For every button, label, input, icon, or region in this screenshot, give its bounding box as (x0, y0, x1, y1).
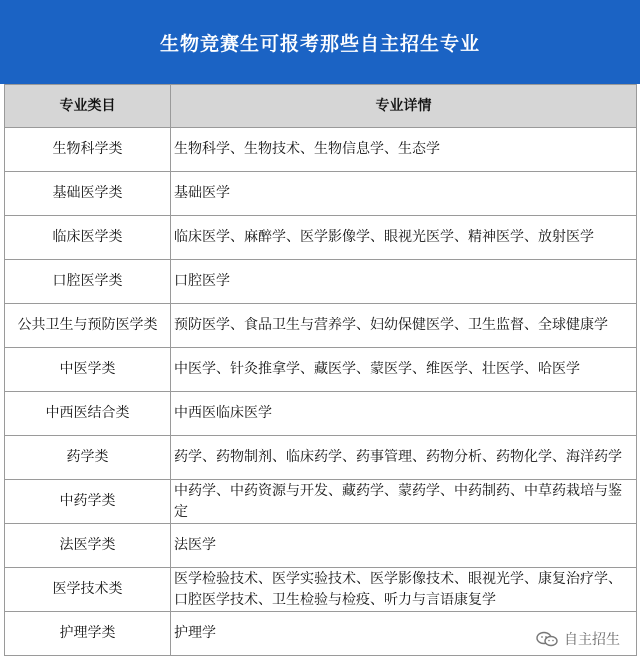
category-cell: 法医学类 (5, 524, 171, 568)
detail-cell: 中西医临床医学 (171, 392, 637, 436)
table-row (5, 216, 637, 260)
detail-cell: 预防医学、食品卫生与营养学、妇幼保健医学、卫生监督、全球健康学 (171, 304, 637, 348)
category-cell: 中医学类 (5, 348, 171, 392)
title-banner (0, 0, 640, 84)
watermark (536, 629, 620, 649)
category-cell: 生物科学类 (5, 128, 171, 172)
category-cell: 基础医学类 (5, 172, 171, 216)
detail-cell: 护理学 (171, 612, 637, 656)
table-row (5, 480, 637, 524)
table-header-row (5, 85, 637, 128)
table-row (5, 128, 637, 172)
detail-cell: 法医学 (171, 524, 637, 568)
detail-cell: 口腔医学 (171, 260, 637, 304)
table-row (5, 392, 637, 436)
category-cell: 临床医学类 (5, 216, 171, 260)
detail-cell: 中医学、针灸推拿学、藏医学、蒙医学、维医学、壮医学、哈医学 (171, 348, 637, 392)
table-row (5, 568, 637, 612)
category-cell: 公共卫生与预防医学类 (5, 304, 171, 348)
table-row (5, 436, 637, 480)
detail-cell: 中药学、中药资源与开发、藏药学、蒙药学、中药制药、中草药栽培与鉴定 (171, 480, 637, 524)
category-cell: 中西医结合类 (5, 392, 171, 436)
table-row (5, 172, 637, 216)
detail-cell: 生物科学、生物技术、生物信息学、生态学 (171, 128, 637, 172)
category-cell: 药学类 (5, 436, 171, 480)
detail-cell: 医学检验技术、医学实验技术、医学影像技术、眼视光学、康复治疗学、口腔医学技术、卫生检验与检疫、听力与言语康复学 (171, 568, 637, 612)
watermark-text: 自主招生 (564, 632, 620, 648)
page-title: 生物竞赛生可报考那些自主招生专业 (159, 32, 480, 55)
table-row (5, 304, 637, 348)
table-row (5, 260, 637, 304)
wechat-icon (536, 631, 558, 647)
detail-cell: 基础医学 (171, 172, 637, 216)
table-row (5, 348, 637, 392)
detail-cell: 药学、药物制剂、临床药学、药事管理、药物分析、药物化学、海洋药学 (171, 436, 637, 480)
category-cell: 医学技术类 (5, 568, 171, 612)
column-header-detail: 专业详情 (171, 85, 637, 128)
category-cell: 口腔医学类 (5, 260, 171, 304)
column-header-category: 专业类目 (5, 85, 171, 128)
table-row (5, 524, 637, 568)
detail-cell: 临床医学、麻醉学、医学影像学、眼视光医学、精神医学、放射医学 (171, 216, 637, 260)
majors-table (4, 84, 637, 656)
category-cell: 护理学类 (5, 612, 171, 656)
category-cell: 中药学类 (5, 480, 171, 524)
